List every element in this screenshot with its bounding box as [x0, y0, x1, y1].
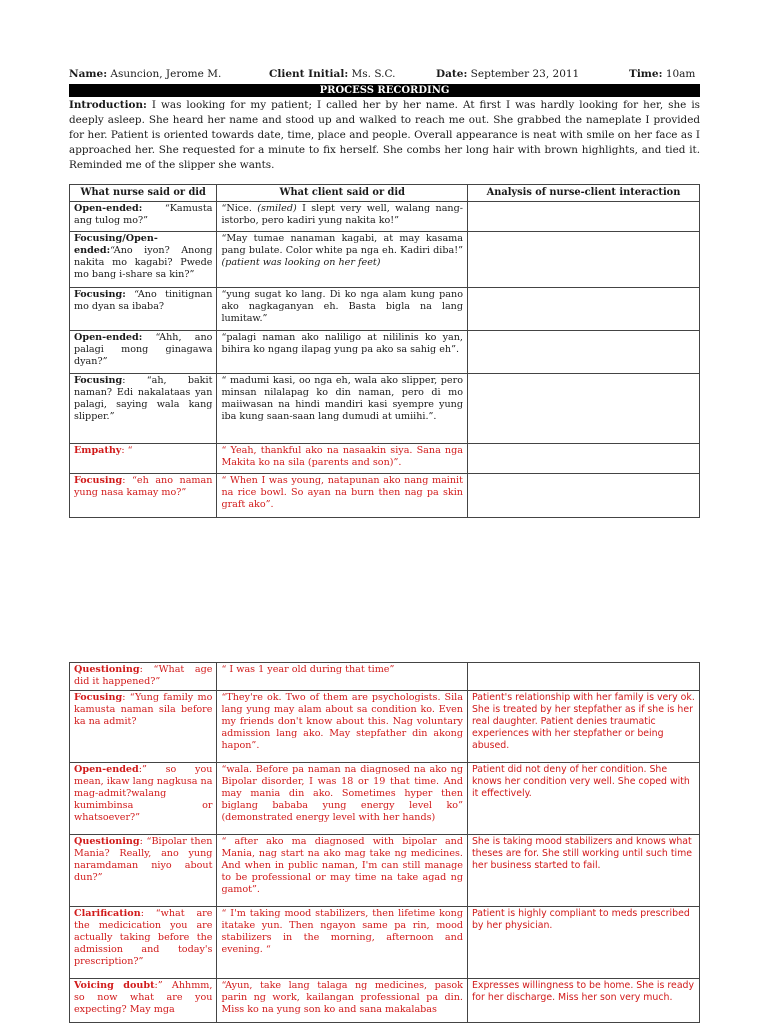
table-row: [70, 663, 700, 691]
nurse-cell: Focusing/Open-ended:“Ano iyon? Anong nakita mo kagabi? Pwede mo bang i-share sa kin?”: [70, 232, 217, 288]
table-row: [70, 202, 700, 232]
analysis-cell: Patient did not deny of her condition. She knows her condition very well. She coped with it effectively.: [467, 763, 699, 835]
client-cell: “ I was 1 year old during that time”: [217, 663, 468, 691]
client-cell: “ When I was young, natapunan ako nang mainit na rice bowl. So ayan na burn then nag pa skin graft ako”.: [217, 474, 468, 518]
table-header-row: [70, 185, 700, 202]
analysis-cell: [467, 374, 699, 444]
process-table-1: [69, 184, 700, 518]
introduction-label: Introduction:: [69, 99, 147, 111]
analysis-cell: [467, 288, 699, 331]
nurse-cell: Empathy: “: [70, 444, 217, 474]
table-row: [70, 232, 700, 288]
nurse-cell: Clarification: “what are the medicication you are actually taking before the admission and today's prescription?”: [70, 907, 217, 979]
analysis-cell: [467, 444, 699, 474]
table-row: [70, 288, 700, 331]
client-cell: “Nice. (smiled) I slept very well, walang nang-istorbo, pero kadiri yung nakita ko!”: [217, 202, 468, 232]
client-cell: “ after ako ma diagnosed with bipolar and Mania, nag start na ako mag take ng medicines. And when in public naman, I'm can still manage to be professional or may time na take agad ng gamot”.: [217, 835, 468, 907]
table-row: [70, 444, 700, 474]
table-row: [70, 979, 700, 1023]
analysis-cell: She is taking mood stabilizers and knows what theses are for. She still working until such time her business started to fail.: [467, 835, 699, 907]
process-table-2: [69, 662, 700, 1023]
introduction-paragraph: [69, 98, 700, 173]
nurse-cell: Questioning: “Bipolar then Mania? Really, ano yung naramdaman niyo about dun?”: [70, 835, 217, 907]
nurse-cell: Focusing: “Yung family mo kamusta naman sila before ka na admit?: [70, 691, 217, 763]
column-header-analysis: Analysis of nurse-client interaction: [467, 185, 699, 202]
client-cell: “yung sugat ko lang. Di ko nga alam kung pano ako nagkaganyan eh. Basta bigla na lang lumitaw.”: [217, 288, 468, 331]
nurse-cell: Questioning: “What age did it happened?”: [70, 663, 217, 691]
client-cell: “Ayun, take lang talaga ng medicines, pasok parin ng work, kailangan professional pa din. Miss ko na yung son ko and sana makalabas: [217, 979, 468, 1023]
client-cell: “ Yeah, thankful ako na nasaakin siya. Sana nga Makita ko na sila (parents and son)”.: [217, 444, 468, 474]
nurse-cell: Open-ended: “Ahh, ano palagi mong ginagawa dyan?”: [70, 331, 217, 374]
analysis-cell: Expresses willingness to be home. She is ready for her discharge. Miss her son very much.: [467, 979, 699, 1023]
client-cell: “palagi naman ako naliligo at nililinis ko yan, bihira ko ngang ilapag yung pa ako sa sahig eh”.: [217, 331, 468, 374]
nurse-cell: Open-ended: “Kamusta ang tulog mo?”: [70, 202, 217, 232]
table-row: [70, 374, 700, 444]
nurse-cell: Focusing: “Ano tinitignan mo dyan sa ibaba?: [70, 288, 217, 331]
table-row: [70, 331, 700, 374]
analysis-cell: [467, 202, 699, 232]
analysis-cell: Patient is highly compliant to meds prescribed by her physician.: [467, 907, 699, 979]
date-field: Date: September 23, 2011: [436, 68, 580, 80]
nurse-cell: Focusing: “eh ano naman yung nasa kamay mo?”: [70, 474, 217, 518]
column-header-client: What client said or did: [217, 185, 468, 202]
introduction-text: I was looking for my patient; I called her by her name. At first I was hardly looking for her, she is deeply asleep. She heard her name and stood up and walked to reach me out. She grabbed the nameplate I provided for her. Patient is oriented towards date, time, place and people. Overall appearance is neat with smile on her face as I approached her. She requested for a minute to fix herself. She combs her long hair with brown highlights, and tied it. Reminded me of the slipper she wants.: [69, 99, 700, 171]
nurse-cell: Focusing: “ah, bakit naman? Edi nakalataas yan palagi, saying wala kang slipper.”: [70, 374, 217, 444]
table-row: [70, 835, 700, 907]
table-row: [70, 763, 700, 835]
column-header-nurse: What nurse said or did: [70, 185, 217, 202]
document-title: PROCESS RECORDING: [69, 84, 700, 97]
nurse-cell: Open-ended:” so you mean, ikaw lang nagkusa na mag-admit?walang kumimbinsa or whatsoever?”: [70, 763, 217, 835]
nurse-cell: Voicing doubt:” Ahhmm, so now what are you expecting? May mga: [70, 979, 217, 1023]
client-initial-field: Client Initial: Ms. S.C.: [269, 68, 396, 80]
client-cell: “They're ok. Two of them are psychologists. Sila lang yung may alam about sa condition ko. Even my friends don't know about this. Nag voluntary admission lang ako. May stepfather din akong hapon”.: [217, 691, 468, 763]
name-field: Name: Asuncion, Jerome M.: [69, 68, 222, 80]
table-row: [70, 907, 700, 979]
client-cell: “wala. Before pa naman na diagnosed na ako ng Bipolar disorder, I was 18 or 19 that time. And may mania din ako. Sometimes hyper then biglang bababa yung energy level ko” (demonstrated energy level with her hands): [217, 763, 468, 835]
client-cell: “ madumi kasi, oo nga eh, wala ako slipper, pero minsan nilalapag ko din naman, pero di mo maiiwasan na hindi mandiri kasi syempre yung iba kung saan-saan lang dumudi at umiihi.”.: [217, 374, 468, 444]
analysis-cell: [467, 663, 699, 691]
analysis-cell: Patient's relationship with her family is very ok. She is treated by her stepfather as if she is her real daughter. Patient denies traumatic experiences with her stepfather or being abused.: [467, 691, 699, 763]
header-row: [69, 68, 700, 82]
table-row: [70, 474, 700, 518]
analysis-cell: [467, 474, 699, 518]
time-field: Time: 10am: [629, 68, 696, 80]
table-row: [70, 691, 700, 763]
client-cell: “May tumae nanaman kagabi, at may kasama pang bulate. Color white pa nga eh. Kadiri diba!” (patient was looking on her feet): [217, 232, 468, 288]
analysis-cell: [467, 232, 699, 288]
client-cell: “ I'm taking mood stabilizers, then lifetime kong itatake yun. Then ngayon same pa rin, mood stabilizers in the morning, afternoon and evening. “: [217, 907, 468, 979]
analysis-cell: [467, 331, 699, 374]
